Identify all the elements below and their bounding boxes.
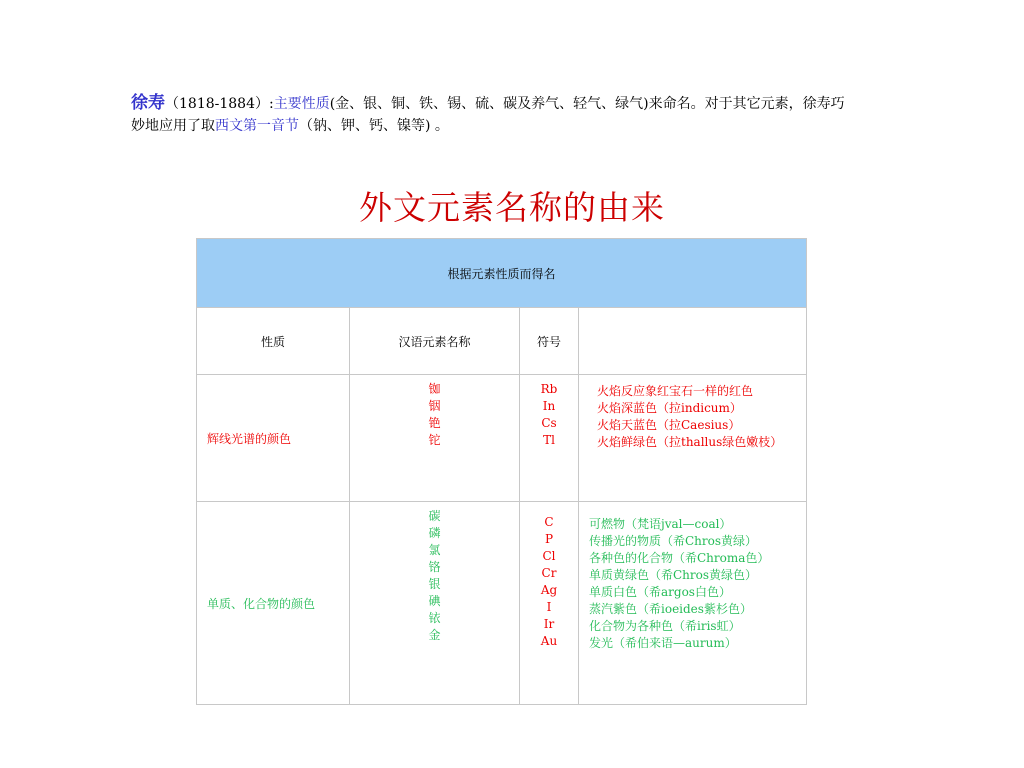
origin-text: 蒸汽紫色（希ioeides紫杉色） <box>589 602 752 616</box>
element-symbol: Ag <box>540 583 558 597</box>
origin-text: 发光（希伯来语—aurum） <box>589 636 737 650</box>
element-name: 银 <box>428 577 441 591</box>
origin-text: 单质白色（希argos白色） <box>589 585 731 599</box>
names-cell <box>350 502 520 705</box>
element-name: 碳 <box>428 509 441 523</box>
origin-text: 可燃物（梵语jval—coal） <box>589 517 732 531</box>
page-title: 外文元素名称的由来 <box>359 188 665 227</box>
names-cell <box>350 375 520 502</box>
element-name: 铷 <box>428 382 441 396</box>
origin-text: 单质黄绿色（希Chros黄绿色） <box>589 568 758 582</box>
origin-text: 火焰反应象红宝石一样的红色 <box>597 384 754 398</box>
element-symbol: P <box>544 532 554 546</box>
element-symbol: I <box>546 600 552 614</box>
element-symbol: C <box>544 515 554 529</box>
table-row <box>197 375 807 502</box>
origin-text: 火焰深蓝色（拉indicum） <box>597 401 742 415</box>
intro-paragraph <box>131 92 851 137</box>
origin-cell <box>579 502 807 705</box>
person-years: （1818-1884）: <box>165 96 274 112</box>
element-symbol: Rb <box>540 382 558 396</box>
property-cell: 辉线光谱的颜色 <box>197 375 350 502</box>
element-name: 铬 <box>428 560 441 574</box>
element-symbol: Ir <box>543 617 555 631</box>
column-header-origin <box>579 308 807 375</box>
element-symbol: In <box>542 399 556 413</box>
element-name: 铱 <box>428 611 441 625</box>
element-name: 铟 <box>428 399 441 413</box>
symbols-cell <box>520 502 579 705</box>
table-row <box>197 502 807 705</box>
column-header-property: 性质 <box>197 308 350 375</box>
origin-text: 各种色的化合物（希Chroma色） <box>589 551 770 565</box>
element-name: 铯 <box>428 416 441 430</box>
element-name: 金 <box>428 628 441 642</box>
element-symbol: Cs <box>541 416 557 430</box>
table-header: 根据元素性质而得名 <box>197 239 807 308</box>
symbols-cell <box>520 375 579 502</box>
element-name: 磷 <box>428 526 441 540</box>
column-header-symbol: 符号 <box>520 308 579 375</box>
element-symbol: Cl <box>542 549 556 563</box>
property-cell: 单质、化合物的颜色 <box>197 502 350 705</box>
element-name: 碘 <box>428 594 441 608</box>
origin-cell <box>579 375 807 502</box>
element-names-table <box>196 238 807 705</box>
origin-text: 传播光的物质（希Chros黄绿） <box>589 534 758 548</box>
first-syllable-label: 西文第一音节 <box>215 118 299 134</box>
person-name: 徐寿 <box>131 93 165 113</box>
origin-text: 化合物为各种色（希iris虹） <box>589 619 741 633</box>
element-symbol: Cr <box>541 566 557 580</box>
origin-text: 火焰鲜绿色（拉thallus绿色嫩枝） <box>597 435 783 449</box>
element-name: 铊 <box>428 433 441 447</box>
element-symbol: Au <box>540 634 558 648</box>
element-symbol: Tl <box>543 433 555 447</box>
column-header-chinese-name: 汉语元素名称 <box>350 308 520 375</box>
intro-text-2: （钠、钾、钙、镍等) 。 <box>299 118 449 134</box>
intro-text-1: (金、银、铜、铁、锡、硫、碳及养气、轻气、绿气)来命名。对于其它元素，徐寿巧妙地应用了取 <box>131 96 845 134</box>
origin-text: 火焰天蓝色（拉Caesius） <box>597 418 741 432</box>
main-properties-label: 主要性质 <box>273 96 330 112</box>
element-name: 氯 <box>428 543 441 557</box>
